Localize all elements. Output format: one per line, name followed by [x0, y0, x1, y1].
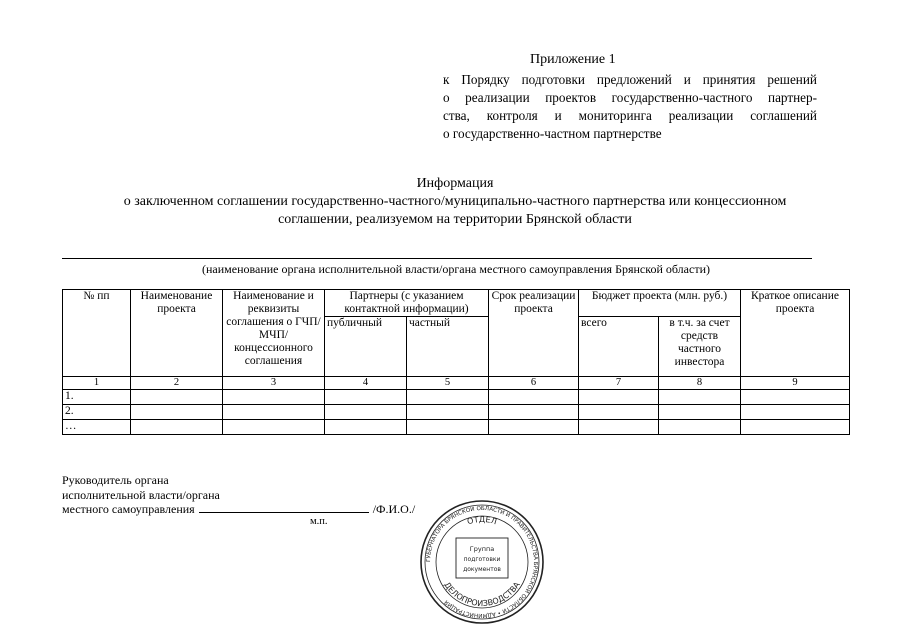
column-number: 2	[131, 377, 223, 390]
signature-block	[62, 473, 415, 517]
table-row	[63, 390, 850, 405]
column-number: 5	[407, 377, 489, 390]
table-cell[interactable]	[131, 420, 223, 435]
header-agreement: Наименование и реквизиты соглашения о ГЧП/МЧП/ концессионного соглашения	[223, 290, 325, 377]
signature-line: Руководитель органа	[62, 473, 169, 487]
table-row	[63, 420, 850, 435]
table-cell[interactable]	[131, 390, 223, 405]
stamp-outer-text: ГУБЕРНАТОРА БРЯНСКОЙ ОБЛАСТИ И ПРАВИТЕЛЬСТВА БРЯНСКОЙ ОБЛАСТИ • АДМИНИСТРАЦИЯ	[425, 505, 539, 619]
header-term: Срок реализации проекта	[489, 290, 579, 377]
table-cell[interactable]	[741, 405, 850, 420]
row-number: 1.	[63, 390, 131, 405]
header-num: № пп	[63, 290, 131, 377]
heading-line: соглашении, реализуемом на территории Брянской области	[278, 212, 632, 227]
heading-line: о заключенном соглашении государственно-частного/муниципально-частного партнерства или концессионном	[123, 194, 787, 209]
table-cell[interactable]	[579, 390, 659, 405]
table-cell[interactable]	[489, 405, 579, 420]
table-cell[interactable]	[659, 420, 741, 435]
column-number: 3	[223, 377, 325, 390]
appendix-line: о государственно-частном партнерстве	[443, 126, 662, 141]
column-number: 4	[325, 377, 407, 390]
header-row	[63, 290, 850, 317]
official-stamp	[418, 498, 546, 626]
table-cell[interactable]	[223, 405, 325, 420]
header-partners: Партнеры (с указанием контактной информации)	[325, 290, 489, 317]
table-cell[interactable]	[407, 390, 489, 405]
heading-title: Информация	[416, 176, 494, 191]
column-number: 6	[489, 377, 579, 390]
table-cell[interactable]	[223, 420, 325, 435]
signature-fio: /Ф.И.О./	[372, 502, 416, 516]
stamp-center-text: документов	[463, 566, 501, 573]
appendix-title: Приложение 1	[530, 52, 616, 67]
column-number: 9	[741, 377, 850, 390]
signature-line	[62, 502, 415, 517]
header-private: частный	[407, 317, 489, 377]
appendix-line: ства, контроля и мониторинга реализации соглашений	[443, 108, 817, 123]
table-cell[interactable]	[579, 405, 659, 420]
org-name-fill-line	[62, 258, 812, 259]
column-number: 1	[63, 377, 131, 390]
stamp-center-text: Группа	[469, 545, 495, 553]
stamp-place-label: м.п.	[310, 516, 328, 527]
table-cell[interactable]	[489, 390, 579, 405]
row-number: 2.	[63, 405, 131, 420]
row-number: …	[63, 420, 131, 435]
header-description: Краткое описание проекта	[741, 290, 850, 377]
table-cell[interactable]	[579, 420, 659, 435]
header-budget: Бюджет проекта (млн. руб.)	[579, 290, 741, 317]
table-cell[interactable]	[741, 420, 850, 435]
table-cell[interactable]	[407, 420, 489, 435]
table-cell[interactable]	[741, 390, 850, 405]
header-investor: в т.ч. за счет средств частного инвестора	[659, 317, 741, 377]
column-number: 8	[659, 377, 741, 390]
info-table	[62, 289, 850, 435]
table-cell[interactable]	[659, 390, 741, 405]
table-cell[interactable]	[407, 405, 489, 420]
stamp-center-text: подготовки	[463, 556, 501, 563]
appendix-line: к Порядку подготовки предложений и принятия решений	[443, 72, 817, 87]
org-name-caption: (наименование органа исполнительной власти/органа местного самоуправления Брянской области)	[202, 262, 710, 276]
signature-line: исполнительной власти/органа	[62, 487, 220, 502]
signature-role: местного самоуправления	[62, 502, 195, 516]
appendix-reference	[443, 71, 817, 143]
column-number-row	[63, 377, 850, 390]
stamp-dept-bottom: ДЕЛОПРОИЗВОДСТВА	[442, 580, 522, 609]
stamp-dept-top: ОТДЕЛ	[466, 514, 498, 527]
table-cell[interactable]	[325, 420, 407, 435]
appendix-line: о реализации проектов государственно-частного партнер-	[443, 90, 817, 105]
header-project-name: Наименование проекта	[131, 290, 223, 377]
table-row	[63, 405, 850, 420]
signature-fill-line[interactable]	[199, 502, 369, 513]
table-cell[interactable]	[489, 420, 579, 435]
header-public: публичный	[325, 317, 407, 377]
header-total: всего	[579, 317, 659, 377]
table-cell[interactable]	[131, 405, 223, 420]
table-cell[interactable]	[325, 405, 407, 420]
document-heading	[60, 175, 850, 229]
table-cell[interactable]	[223, 390, 325, 405]
table-cell[interactable]	[325, 390, 407, 405]
table-cell[interactable]	[659, 405, 741, 420]
column-number: 7	[579, 377, 659, 390]
